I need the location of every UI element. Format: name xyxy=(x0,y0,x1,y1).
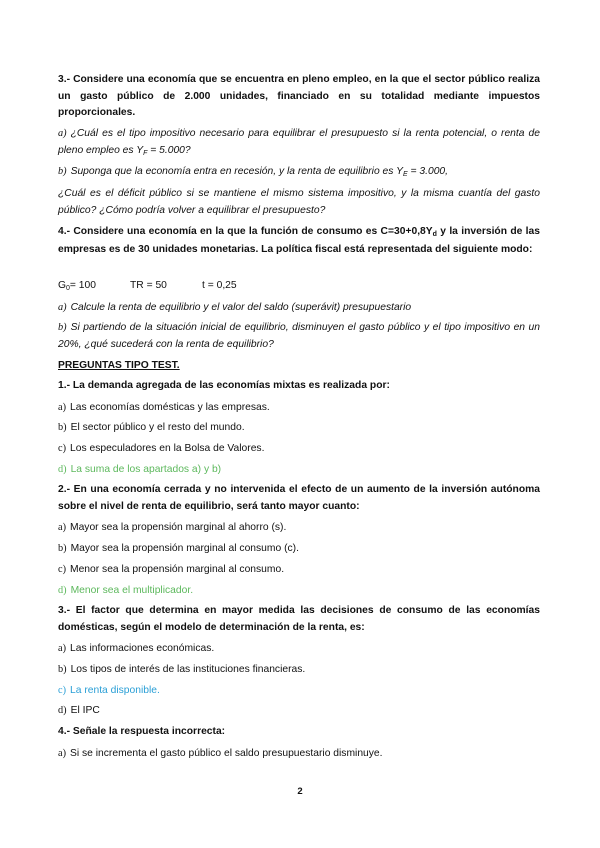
part-text: = 3.000, xyxy=(407,166,449,177)
g0-value: G0= 100 xyxy=(58,280,96,292)
q1-option-d-correct: d) La suma de los apartados a) y b) xyxy=(58,464,222,475)
part-text: ¿Cuál es el tipo impositivo necesario para equilibrar el presupuesto si la renta potencial, o renta de pleno empleo es Y xyxy=(58,128,540,156)
q3-option-b: b) Los tipos de interés de las instituciones financieras. xyxy=(58,664,306,675)
part-letter: a) xyxy=(58,302,67,313)
part-letter: a) xyxy=(58,128,67,139)
t-value: t = 0,25 xyxy=(202,280,237,291)
q3-option-a: a) Las informaciones económicas. xyxy=(58,643,215,654)
part-letter: b) xyxy=(58,322,67,333)
exercise-3-part-b-continuation: ¿Cuál es el déficit público si se mantiene el mismo sistema impositivo, y la misma cuantía del gasto público? ¿Cómo podría volver a equilibrar el presupuesto? xyxy=(58,188,540,216)
q3-option-c-correct: c) La renta disponible. xyxy=(58,685,160,696)
fiscal-policy-values xyxy=(58,278,540,296)
exercise-4-title xyxy=(58,224,540,258)
q2-option-d-correct: d) Menor sea el multiplicador. xyxy=(58,585,194,596)
q3-option-d: d) El IPC xyxy=(58,705,100,716)
q1-option-a: a) Las economías domésticas y las empresas. xyxy=(58,402,270,413)
exercise-3-part-b xyxy=(58,164,540,182)
title-text: y la inversión de las empresas es de 30 unidades monetarias. La política fiscal está representada del siguiente modo: xyxy=(58,226,540,255)
question-3: 3.- El factor que determina en mayor medida las decisiones de consumo de las economías domésticas, según el modelo de determinación de la renta, es: xyxy=(58,605,540,633)
page-number: 2 xyxy=(297,786,303,797)
q2-option-a: a) Mayor sea la propensión marginal al ahorro (s). xyxy=(58,522,287,533)
part-text: = 5.000? xyxy=(147,144,191,156)
q1-option-b: b) El sector público y el resto del mundo. xyxy=(58,422,245,433)
subscript: d xyxy=(432,231,437,238)
test-heading: PREGUNTAS TIPO TEST. xyxy=(58,360,180,371)
exercise-4-part-b xyxy=(58,320,540,353)
q1-option-c: c) Los especuladores en la Bolsa de Valores. xyxy=(58,443,265,454)
part-letter: b) xyxy=(58,166,67,177)
part-text: Suponga que la economía entra en recesión, y la renta de equilibrio es Y xyxy=(70,166,403,177)
question-2: 2.- En una economía cerrada y no intervenida el efecto de un aumento de la inversión autónoma sobre el nivel de renta de equilibrio, será tanto mayor cuanto: xyxy=(58,484,540,512)
subscript: E xyxy=(402,171,408,178)
q4-option-a: a) Si se incrementa el gasto público el saldo presupuestario disminuye. xyxy=(58,748,383,759)
q2-option-c: c) Menor sea la propensión marginal al consumo. xyxy=(58,564,285,575)
question-4: 4.- Señale la respuesta incorrecta: xyxy=(58,726,226,737)
part-text: Calcule la renta de equilibrio y el valor del saldo (superávit) presupuestario xyxy=(70,302,412,313)
exercise-4-part-a xyxy=(58,300,540,317)
part-text: Si partiendo de la situación inicial de equilibrio, disminuyen el gasto público y el tipo impositivo en un 20%, ¿qué sucederá con la renta de equilibrio? xyxy=(58,322,540,350)
tr-value: TR = 50 xyxy=(130,280,167,291)
title-text: 4.- Considere una economía en la que la función de consumo es C=30+0,8Y xyxy=(58,226,433,237)
q2-option-b: b) Mayor sea la propensión marginal al consumo (c). xyxy=(58,543,299,554)
question-1: 1.- La demanda agregada de las economías mixtas es realizada por: xyxy=(58,380,390,391)
exercise-3-title: 3.- Considere una economía que se encuentra en pleno empleo, en la que el sector público realiza un gasto público de 2.000 unidades, financiado en su totalidad mediante impuestos proporcionales. xyxy=(58,74,540,118)
exercise-3-part-a xyxy=(58,126,540,160)
subscript: F xyxy=(143,149,148,157)
